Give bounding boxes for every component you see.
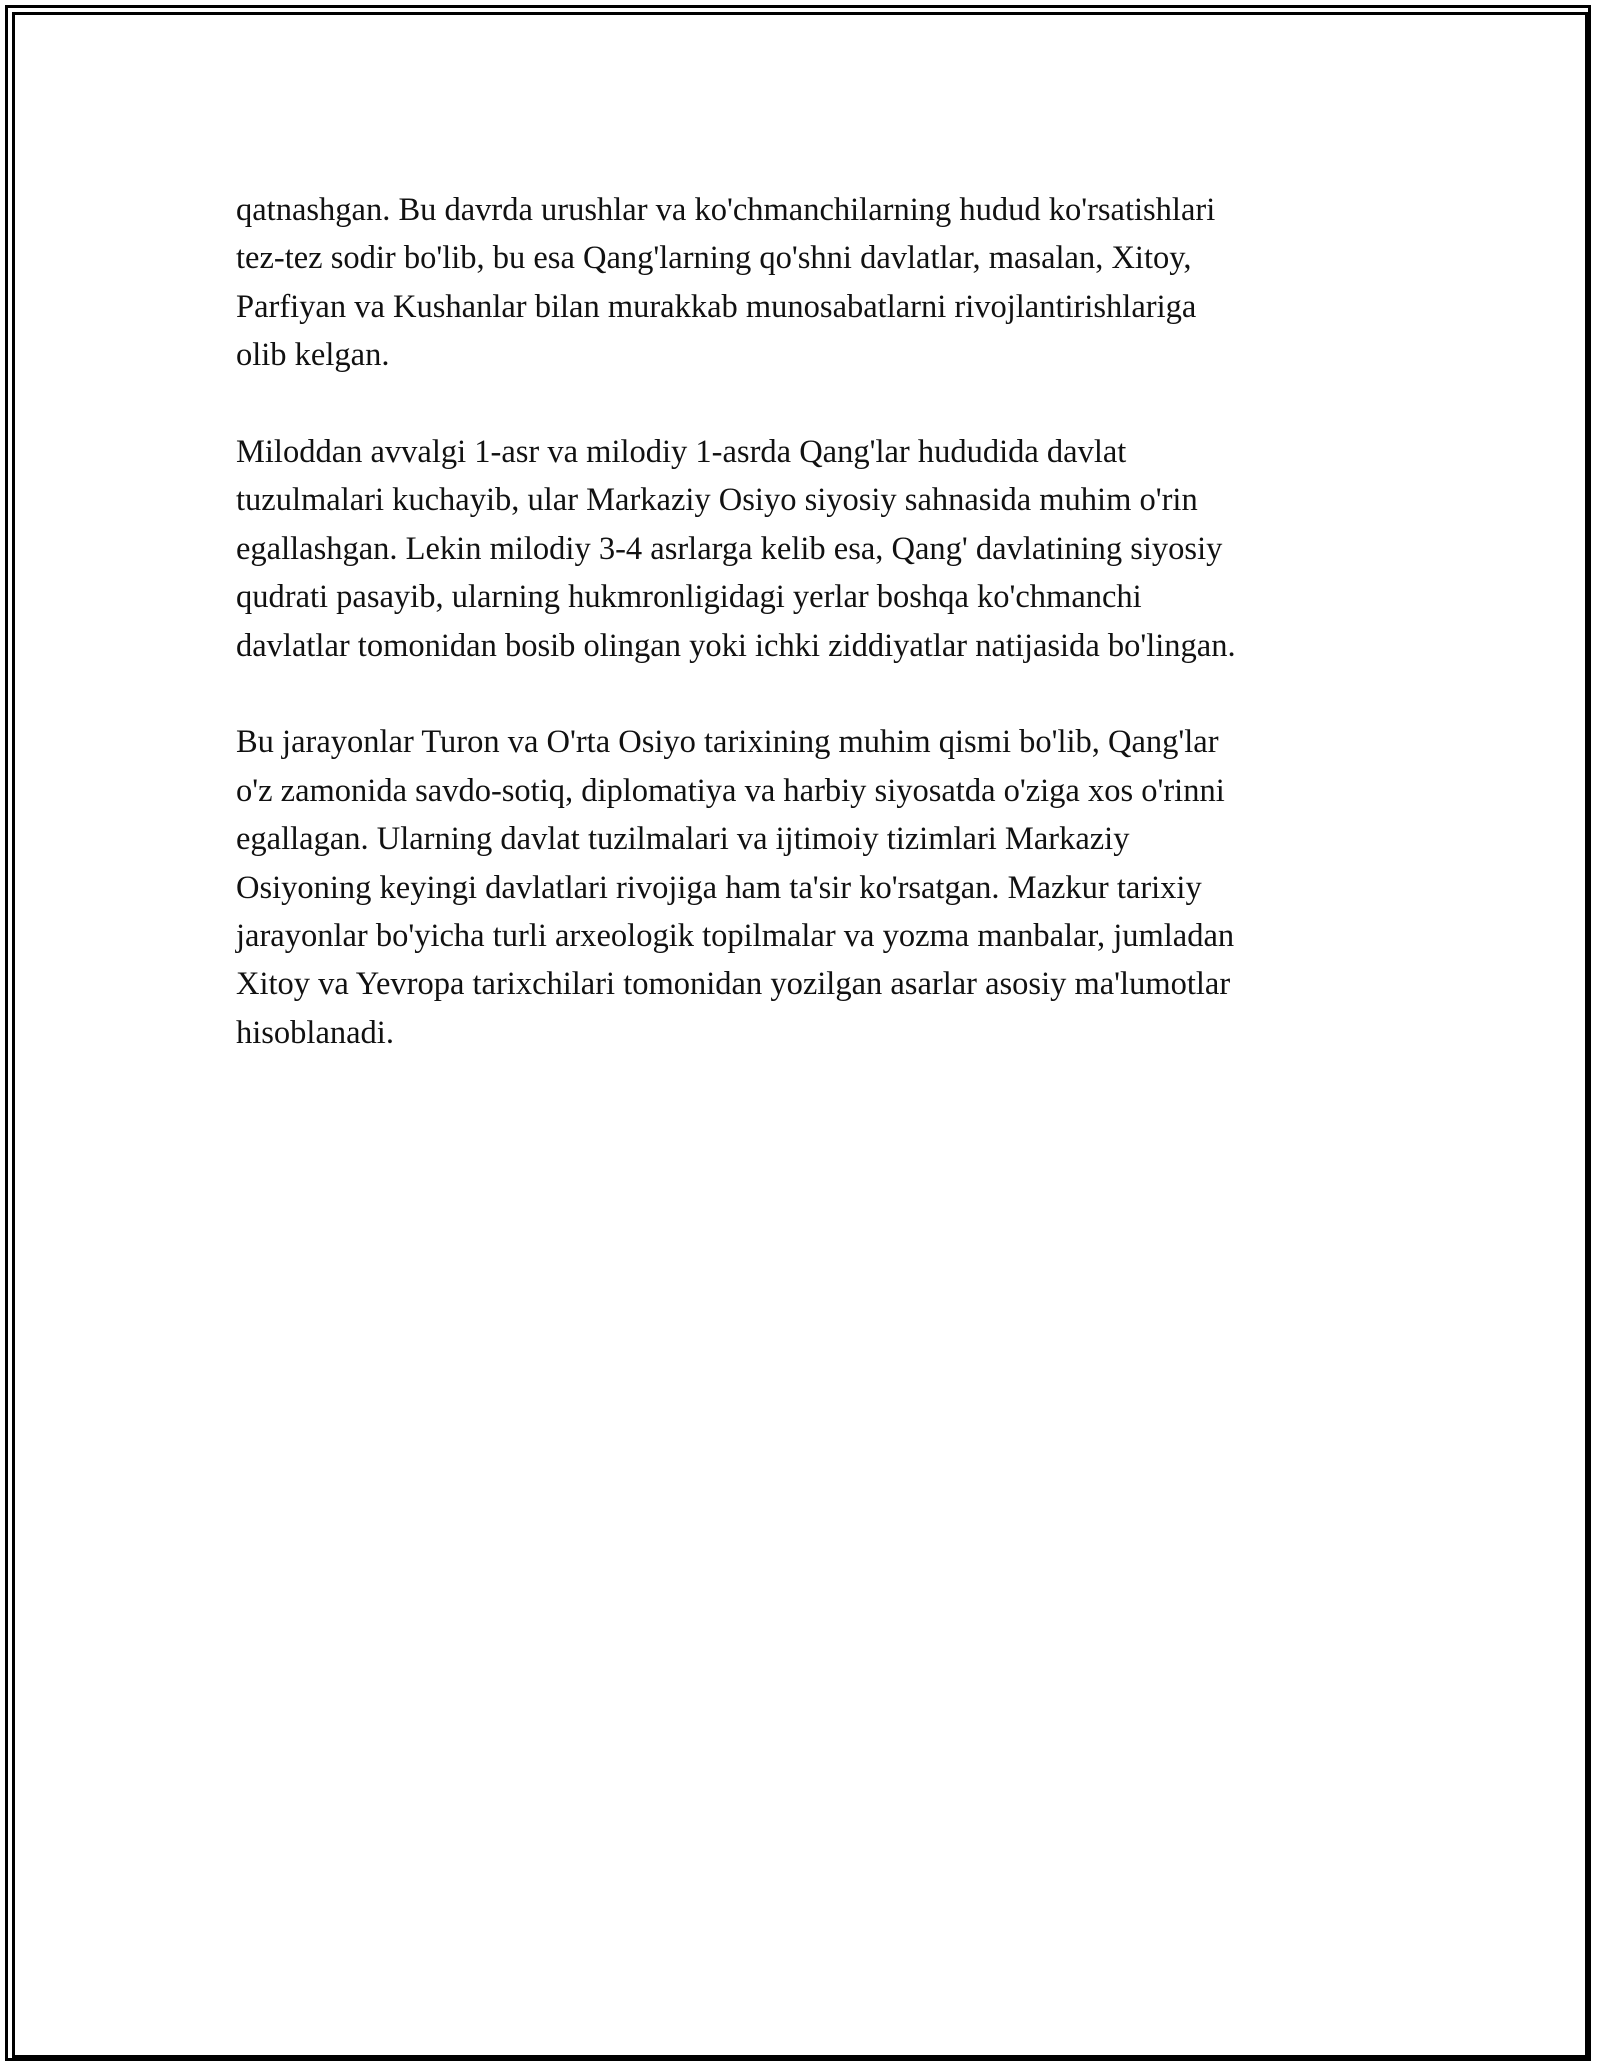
text-line: hisoblanadi. [236, 1014, 394, 1051]
document-body [236, 186, 1376, 1106]
text-line: davlatlar tomonidan bosib olingan yoki ichki ziddiyatlar natijasida bo'lingan. [236, 627, 1236, 664]
text-line: Miloddan avvalgi 1-asr va milodiy 1-asrda Qang'lar hududida davlat [236, 434, 1127, 471]
text-line: jarayonlar bo'yicha turli arxeologik topilmalar va yozma manbalar, jumladan [236, 918, 1235, 955]
text-line: tez-tez sodir bo'lib, bu esa Qang'larning qo'shni davlatlar, masalan, Xitoy, [236, 240, 1192, 277]
text-line: tuzulmalari kuchayib, ular Markaziy Osiyo siyosiy sahnasida muhim o'rin [236, 482, 1198, 519]
paragraph-3 [236, 718, 1376, 1057]
text-line: egallagan. Ularning davlat tuzilmalari va ijtimoiy tizimlari Markaziy [236, 821, 1130, 858]
text-line: olib kelgan. [236, 337, 390, 374]
text-line: Osiyoning keyingi davlatlari rivojiga ham ta'sir ko'rsatgan. Mazkur tarixiy [236, 869, 1202, 906]
paragraph-1 [236, 186, 1376, 380]
text-line: Xitoy va Yevropa tarixchilari tomonidan yozilgan asarlar asosiy ma'lumotlar [236, 966, 1231, 1003]
text-line: egallashgan. Lekin milodiy 3-4 asrlarga kelib esa, Qang' davlatining siyosiy [236, 530, 1223, 567]
text-line: Bu jarayonlar Turon va O'rta Osiyo tarixining muhim qismi bo'lib, Qang'lar [236, 724, 1219, 761]
text-line: qudrati pasayib, ularning hukmronligidagi yerlar boshqa ko'chmanchi [236, 579, 1142, 616]
text-line: Parfiyan va Kushanlar bilan murakkab munosabatlarni rivojlantirishlariga [236, 288, 1197, 325]
text-line: o'z zamonida savdo-sotiq, diplomatiya va harbiy siyosatda o'ziga xos o'rinni [236, 772, 1225, 809]
text-line: qatnashgan. Bu davrda urushlar va ko'chmanchilarning hudud ko'rsatishlari [236, 192, 1216, 228]
paragraph-2 [236, 428, 1376, 670]
